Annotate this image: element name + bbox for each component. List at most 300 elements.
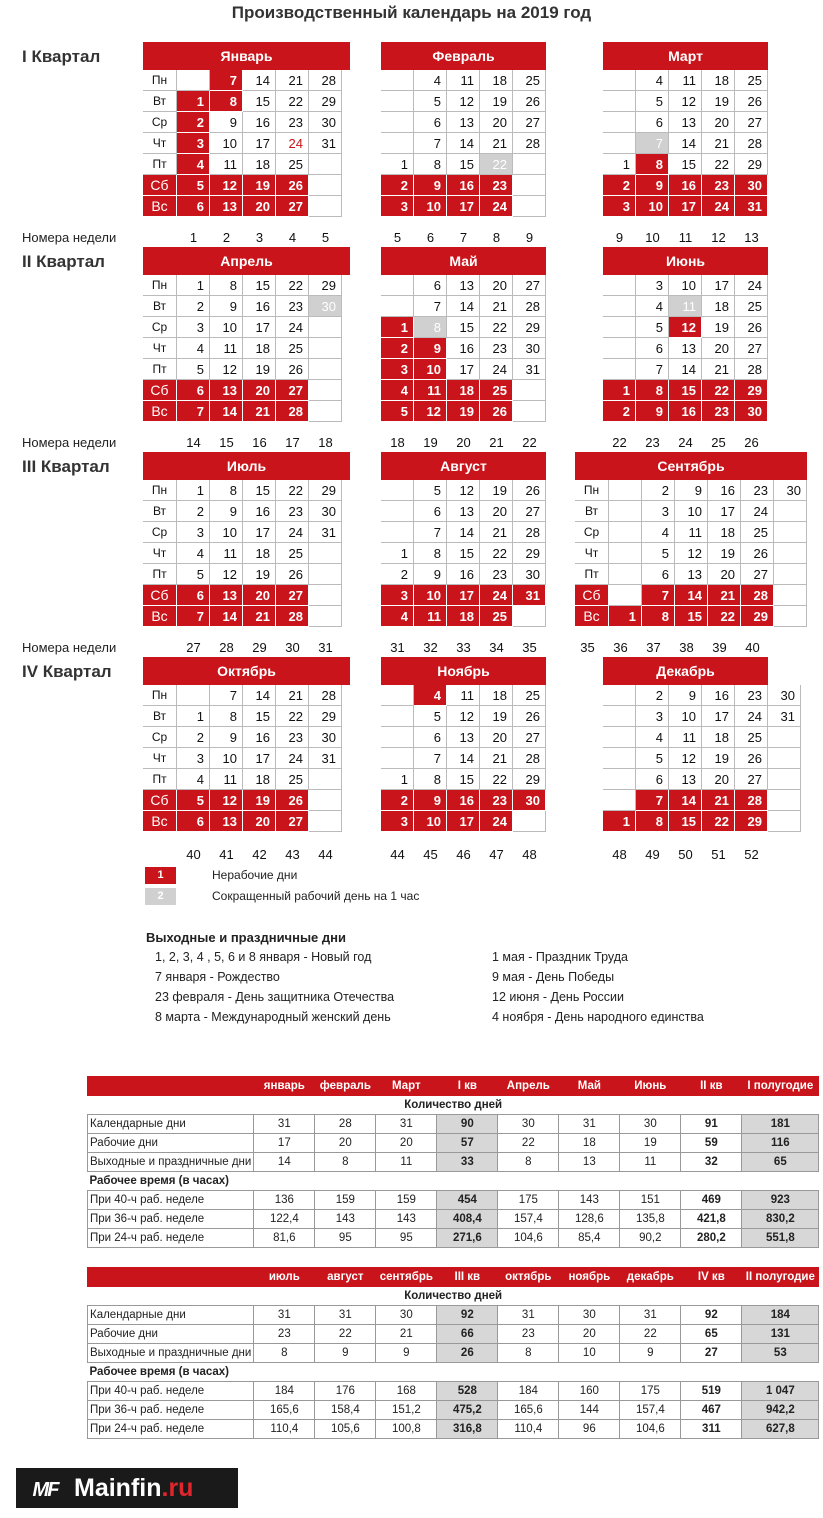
- day-cell: 24: [480, 585, 513, 606]
- table-cell: 21: [376, 1325, 437, 1344]
- day-cell: 17: [669, 196, 702, 217]
- weekday-label: Пт: [143, 564, 177, 585]
- day-cell: 12: [210, 564, 243, 585]
- week-number: 24: [678, 435, 693, 450]
- day-cell: 9: [636, 175, 669, 196]
- day-cell: 17: [708, 501, 741, 522]
- day-cell: 27: [741, 564, 774, 585]
- day-cell: [774, 522, 807, 543]
- week-number: 35: [522, 640, 537, 655]
- table-cell: 8: [315, 1153, 376, 1172]
- day-cell: 26: [513, 91, 546, 112]
- day-cell: 8: [210, 480, 243, 501]
- day-cell: 24: [276, 748, 309, 769]
- day-cell: [603, 769, 636, 790]
- table-cell: 20: [315, 1134, 376, 1153]
- holiday-item: 23 февраля - День защитника Отечества: [155, 990, 395, 1004]
- day-cell: 12: [210, 790, 243, 811]
- table-cell: 116: [742, 1134, 819, 1153]
- day-cell: 27: [513, 501, 546, 522]
- day-cell: 16: [243, 727, 276, 748]
- day-cell: 5: [177, 359, 210, 380]
- day-cell: 14: [447, 296, 480, 317]
- day-cell: 4: [636, 727, 669, 748]
- table-cell: 31: [315, 1306, 376, 1325]
- table-cell: 95: [315, 1229, 376, 1248]
- day-cell: 30: [309, 112, 342, 133]
- day-cell: 16: [447, 564, 480, 585]
- day-cell: [603, 706, 636, 727]
- day-cell: 21: [702, 790, 735, 811]
- day-cell: 23: [702, 401, 735, 422]
- day-cell: 11: [210, 154, 243, 175]
- day-cell: 1: [381, 154, 414, 175]
- table-cell: 168: [376, 1382, 437, 1401]
- day-cell: [309, 175, 342, 196]
- day-cell: 12: [414, 401, 447, 422]
- week-number: 17: [285, 435, 300, 450]
- month-name: Август: [381, 452, 546, 480]
- day-cell: 25: [735, 70, 768, 91]
- holiday-item: 1, 2, 3, 4 , 5, 6 и 8 января - Новый год: [155, 950, 372, 964]
- week-number: 31: [390, 640, 405, 655]
- day-cell: 27: [276, 811, 309, 832]
- weekday-label: Пн: [143, 275, 177, 296]
- week-number: 45: [423, 847, 438, 862]
- day-cell: 25: [276, 338, 309, 359]
- table-row: [88, 1229, 819, 1248]
- week-number: 10: [645, 230, 660, 245]
- week-number: 5: [321, 230, 330, 245]
- day-cell: 10: [675, 501, 708, 522]
- day-cell: [513, 401, 546, 422]
- day-cell: [609, 501, 642, 522]
- day-cell: 25: [735, 296, 768, 317]
- table-cell: 143: [376, 1210, 437, 1229]
- day-cell: 18: [243, 769, 276, 790]
- table-cell: 31: [498, 1306, 559, 1325]
- day-cell: 3: [381, 585, 414, 606]
- table-header-cell: июль: [254, 1268, 315, 1287]
- table-cell: 31: [620, 1306, 681, 1325]
- day-cell: [603, 275, 636, 296]
- day-cell: [513, 175, 546, 196]
- day-cell: [603, 112, 636, 133]
- day-cell: [603, 685, 636, 706]
- day-cell: 15: [243, 275, 276, 296]
- day-cell: 8: [636, 811, 669, 832]
- logo-mark-icon: MF: [32, 1479, 58, 1501]
- legend-gray-box: 2: [145, 888, 176, 905]
- day-cell: 21: [243, 606, 276, 627]
- day-cell: [603, 70, 636, 91]
- table-row: [88, 1325, 819, 1344]
- day-cell: 25: [276, 154, 309, 175]
- table-cell: 158,4: [315, 1401, 376, 1420]
- day-cell: 6: [414, 501, 447, 522]
- week-number: 48: [612, 847, 627, 862]
- weekday-label: Чт: [143, 748, 177, 769]
- weekday-label: Сб: [143, 175, 177, 196]
- table-cell: 519: [681, 1382, 742, 1401]
- day-cell: 28: [276, 401, 309, 422]
- day-cell: [603, 748, 636, 769]
- table-cell: 105,6: [315, 1420, 376, 1439]
- week-number: 22: [612, 435, 627, 450]
- table-cell: 110,4: [254, 1420, 315, 1439]
- day-cell: 8: [414, 769, 447, 790]
- quarter-label: II Квартал: [22, 252, 105, 271]
- day-cell: 28: [741, 585, 774, 606]
- stats-table: [87, 1267, 819, 1439]
- day-cell: 11: [669, 296, 702, 317]
- week-number: 16: [252, 435, 267, 450]
- day-cell: 16: [243, 501, 276, 522]
- day-cell: 3: [177, 522, 210, 543]
- day-cell: 24: [741, 501, 774, 522]
- table-header-cell: II кв: [681, 1077, 742, 1096]
- table-header-cell: I полугодие: [742, 1077, 819, 1096]
- weekday-label: Сб: [143, 585, 177, 606]
- week-number: 4: [288, 230, 297, 245]
- table-cell: 92: [437, 1306, 498, 1325]
- day-cell: 5: [177, 175, 210, 196]
- holiday-item: 4 ноября - День народного единства: [492, 1010, 704, 1024]
- week-number: 12: [711, 230, 726, 245]
- month-name: Апрель: [143, 247, 350, 275]
- day-cell: 31: [735, 196, 768, 217]
- table-cell: 942,2: [742, 1401, 819, 1420]
- table-cell: 30: [498, 1115, 559, 1134]
- day-cell: 16: [669, 175, 702, 196]
- weekday-label: Ср: [143, 112, 177, 133]
- day-cell: 14: [243, 70, 276, 91]
- table-cell: 22: [620, 1325, 681, 1344]
- weekday-label: Сб: [575, 585, 609, 606]
- weekday-label: Вс: [143, 606, 177, 627]
- quarter-label: III Квартал: [22, 457, 110, 476]
- day-cell: 25: [480, 380, 513, 401]
- day-cell: 16: [447, 175, 480, 196]
- week-number: 23: [645, 435, 660, 450]
- day-cell: 14: [675, 585, 708, 606]
- day-cell: 10: [414, 196, 447, 217]
- table-cell: 11: [620, 1153, 681, 1172]
- table-cell: 627,8: [742, 1420, 819, 1439]
- day-cell: 8: [414, 154, 447, 175]
- quarter-label: IV Квартал: [22, 662, 112, 681]
- day-cell: 23: [276, 501, 309, 522]
- week-number: 8: [492, 230, 501, 245]
- day-cell: 23: [480, 338, 513, 359]
- weekday-label: Чт: [143, 543, 177, 564]
- day-cell: 17: [243, 748, 276, 769]
- week-number: 11: [678, 230, 693, 245]
- day-cell: [381, 275, 414, 296]
- day-cell: [309, 811, 342, 832]
- weekday-label: Сб: [143, 790, 177, 811]
- day-cell: 11: [675, 522, 708, 543]
- day-cell: 20: [243, 811, 276, 832]
- day-cell: 19: [480, 91, 513, 112]
- week-number: 46: [456, 847, 471, 862]
- day-cell: 26: [480, 401, 513, 422]
- day-cell: [768, 790, 801, 811]
- day-cell: 6: [177, 380, 210, 401]
- day-cell: 18: [702, 296, 735, 317]
- day-cell: 27: [276, 196, 309, 217]
- day-cell: 19: [480, 706, 513, 727]
- table-cell: 151,2: [376, 1401, 437, 1420]
- legend-red-box: 1: [145, 867, 176, 884]
- day-cell: [609, 522, 642, 543]
- day-cell: 9: [669, 685, 702, 706]
- day-cell: 27: [513, 727, 546, 748]
- day-cell: 12: [447, 706, 480, 727]
- day-cell: 30: [309, 501, 342, 522]
- day-cell: [381, 91, 414, 112]
- day-cell: 5: [414, 91, 447, 112]
- day-cell: 8: [210, 706, 243, 727]
- day-cell: 5: [636, 91, 669, 112]
- day-cell: 3: [603, 196, 636, 217]
- day-cell: 23: [480, 564, 513, 585]
- table-cell: Календарные дни: [88, 1306, 254, 1325]
- table-header-cell: октябрь: [498, 1268, 559, 1287]
- table-cell: 14: [254, 1153, 315, 1172]
- day-cell: 19: [243, 564, 276, 585]
- table-cell: 18: [559, 1134, 620, 1153]
- day-cell: 16: [702, 685, 735, 706]
- day-cell: 18: [708, 522, 741, 543]
- day-cell: 22: [702, 811, 735, 832]
- table-cell: 528: [437, 1382, 498, 1401]
- day-cell: 25: [513, 685, 546, 706]
- day-cell: 7: [414, 133, 447, 154]
- table-cell: 57: [437, 1134, 498, 1153]
- day-cell: 5: [414, 480, 447, 501]
- table-cell: 31: [254, 1306, 315, 1325]
- table-cell: 90,2: [620, 1229, 681, 1248]
- table-cell: Рабочие дни: [88, 1134, 254, 1153]
- table-cell: 53: [742, 1344, 819, 1363]
- day-cell: 24: [702, 196, 735, 217]
- week-number: 30: [285, 640, 300, 655]
- table-cell: 159: [376, 1191, 437, 1210]
- day-cell: 11: [210, 769, 243, 790]
- day-cell: 18: [480, 70, 513, 91]
- day-cell: 20: [480, 727, 513, 748]
- week-number: 47: [489, 847, 504, 862]
- day-cell: 16: [708, 480, 741, 501]
- day-cell: 31: [768, 706, 801, 727]
- week-numbers-label: Номера недели: [22, 435, 117, 450]
- day-cell: [309, 380, 342, 401]
- day-cell: 26: [276, 175, 309, 196]
- table-row: [88, 1344, 819, 1363]
- table-cell: 90: [437, 1115, 498, 1134]
- table-cell: 30: [376, 1306, 437, 1325]
- week-number: 22: [522, 435, 537, 450]
- day-cell: 26: [276, 564, 309, 585]
- table-cell: 10: [559, 1344, 620, 1363]
- day-cell: 13: [669, 338, 702, 359]
- day-cell: 15: [243, 706, 276, 727]
- week-number: 33: [456, 640, 471, 655]
- table-section: Рабочее время (в часах): [88, 1363, 819, 1382]
- day-cell: 13: [675, 564, 708, 585]
- day-cell: [381, 727, 414, 748]
- day-cell: 31: [309, 522, 342, 543]
- week-number: 40: [745, 640, 760, 655]
- day-cell: [513, 811, 546, 832]
- day-cell: [381, 296, 414, 317]
- day-cell: 29: [735, 380, 768, 401]
- day-cell: 21: [243, 401, 276, 422]
- day-cell: [381, 133, 414, 154]
- day-cell: 20: [702, 769, 735, 790]
- week-number: 36: [613, 640, 628, 655]
- day-cell: [609, 543, 642, 564]
- day-cell: 22: [480, 317, 513, 338]
- weekday-label: Пт: [143, 359, 177, 380]
- month-name: Июнь: [603, 247, 768, 275]
- week-number: 7: [459, 230, 468, 245]
- day-cell: 10: [636, 196, 669, 217]
- day-cell: [381, 706, 414, 727]
- mainfin-logo[interactable]: [16, 1468, 238, 1508]
- day-cell: 19: [708, 543, 741, 564]
- day-cell: 11: [414, 380, 447, 401]
- month-name: Ноябрь: [381, 657, 546, 685]
- weekday-label: Чт: [143, 133, 177, 154]
- day-cell: [774, 564, 807, 585]
- day-cell: 3: [381, 811, 414, 832]
- logo-text: Mainfin: [74, 1474, 162, 1502]
- weekday-label: Вт: [143, 706, 177, 727]
- day-cell: 1: [177, 275, 210, 296]
- day-cell: [381, 685, 414, 706]
- day-cell: 29: [309, 275, 342, 296]
- day-cell: 12: [210, 175, 243, 196]
- day-cell: [309, 317, 342, 338]
- table-cell: 96: [559, 1420, 620, 1439]
- day-cell: 3: [381, 359, 414, 380]
- day-cell: [309, 543, 342, 564]
- day-cell: 12: [210, 359, 243, 380]
- day-cell: 22: [480, 769, 513, 790]
- table-cell: 8: [498, 1153, 559, 1172]
- day-cell: 14: [669, 790, 702, 811]
- day-cell: 21: [702, 359, 735, 380]
- week-number: 14: [186, 435, 201, 450]
- week-number: 31: [318, 640, 333, 655]
- day-cell: 1: [177, 480, 210, 501]
- week-number: 50: [678, 847, 693, 862]
- weekday-label: Вт: [143, 296, 177, 317]
- week-number: 18: [318, 435, 333, 450]
- day-cell: 22: [702, 380, 735, 401]
- day-cell: 2: [177, 501, 210, 522]
- weekday-label: Пт: [143, 769, 177, 790]
- day-cell: 15: [669, 154, 702, 175]
- day-cell: [381, 480, 414, 501]
- day-cell: 8: [414, 543, 447, 564]
- week-number: 41: [219, 847, 234, 862]
- weekday-label: Чт: [143, 338, 177, 359]
- day-cell: [768, 811, 801, 832]
- table-row: [88, 1153, 819, 1172]
- day-cell: 19: [702, 317, 735, 338]
- day-cell: 28: [735, 133, 768, 154]
- day-cell: 11: [447, 685, 480, 706]
- day-cell: 9: [414, 338, 447, 359]
- day-cell: 31: [513, 585, 546, 606]
- table-cell: 26: [437, 1344, 498, 1363]
- table-cell: При 24-ч раб. неделе: [88, 1229, 254, 1248]
- table-cell: 32: [681, 1153, 742, 1172]
- month-name: Октябрь: [143, 657, 350, 685]
- day-cell: 19: [243, 790, 276, 811]
- table-cell: 66: [437, 1325, 498, 1344]
- weekday-label: Ср: [143, 522, 177, 543]
- day-cell: 18: [243, 154, 276, 175]
- table-cell: 551,8: [742, 1229, 819, 1248]
- day-cell: 19: [702, 748, 735, 769]
- logo-tld: .ru: [161, 1474, 194, 1502]
- day-cell: 9: [210, 296, 243, 317]
- day-cell: 21: [480, 133, 513, 154]
- table-cell: 408,4: [437, 1210, 498, 1229]
- day-cell: 14: [210, 606, 243, 627]
- day-cell: 30: [513, 790, 546, 811]
- day-cell: 29: [309, 706, 342, 727]
- day-cell: 9: [414, 175, 447, 196]
- day-cell: 3: [636, 706, 669, 727]
- day-cell: 10: [210, 522, 243, 543]
- table-cell: 469: [681, 1191, 742, 1210]
- day-cell: 23: [276, 112, 309, 133]
- table-cell: 159: [315, 1191, 376, 1210]
- day-cell: [309, 564, 342, 585]
- day-cell: 17: [447, 359, 480, 380]
- week-number: 34: [489, 640, 504, 655]
- table-cell: 65: [742, 1153, 819, 1172]
- day-cell: 6: [414, 727, 447, 748]
- page-title: Производственный календарь на 2019 год: [231, 3, 592, 22]
- day-cell: 3: [642, 501, 675, 522]
- day-cell: 6: [414, 112, 447, 133]
- day-cell: 6: [636, 769, 669, 790]
- day-cell: 27: [276, 585, 309, 606]
- day-cell: 15: [243, 480, 276, 501]
- table-row: [88, 1191, 819, 1210]
- table-cell: 31: [254, 1115, 315, 1134]
- week-number: 32: [423, 640, 438, 655]
- weekday-label: Вт: [143, 91, 177, 112]
- week-number: 9: [615, 230, 624, 245]
- table-cell: 31: [376, 1115, 437, 1134]
- day-cell: 1: [177, 91, 210, 112]
- day-cell: 11: [414, 606, 447, 627]
- day-cell: 11: [210, 338, 243, 359]
- day-cell: 3: [177, 317, 210, 338]
- day-cell: 9: [210, 727, 243, 748]
- day-cell: 13: [210, 585, 243, 606]
- day-cell: [309, 401, 342, 422]
- day-cell: 25: [741, 522, 774, 543]
- day-cell: [774, 501, 807, 522]
